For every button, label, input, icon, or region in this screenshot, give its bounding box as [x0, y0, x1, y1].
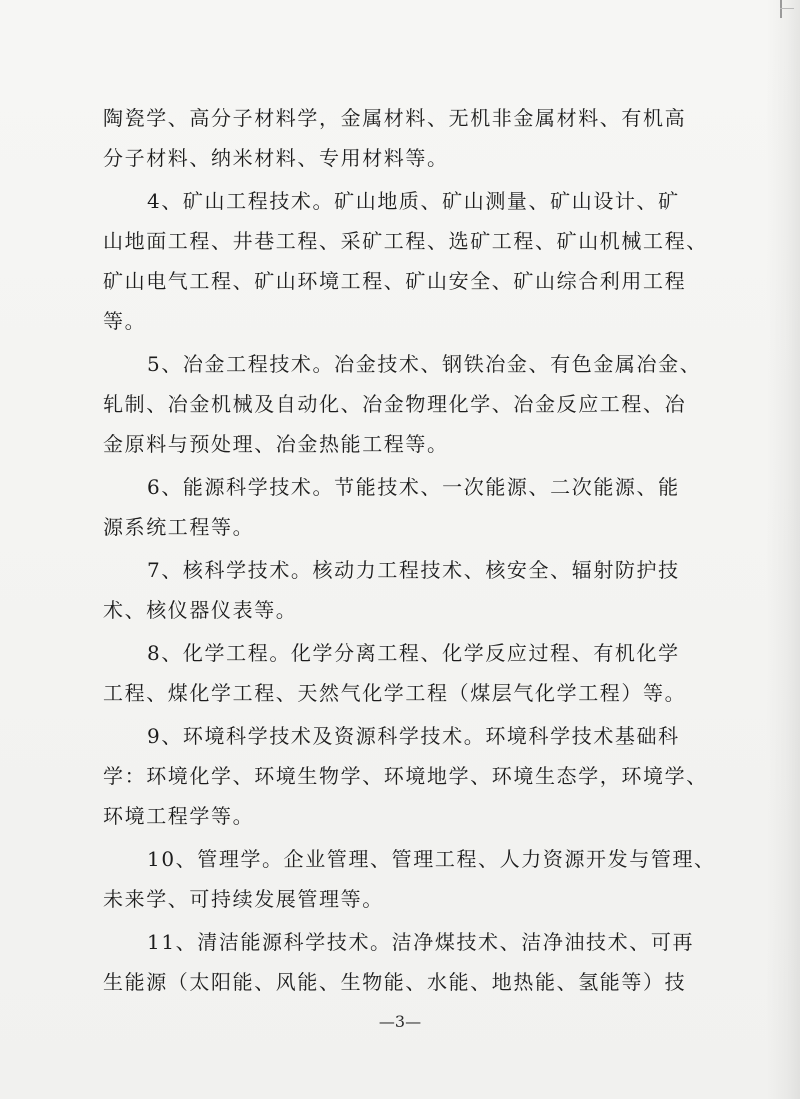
text-line: 源系统工程等。	[103, 515, 255, 539]
text-line: 11、清洁能源科学技术。洁净煤技术、洁净油技术、可再	[147, 930, 695, 954]
scan-shadow	[766, 0, 800, 1099]
text-line: 工程、煤化学工程、天然气化学工程（煤层气化学工程）等。	[103, 681, 687, 705]
body-text	[103, 98, 716, 1002]
text-line: 7、核科学技术。核动力工程技术、核安全、辐射防护技	[147, 558, 680, 582]
text-line: 等。	[103, 309, 147, 333]
text-line: 未来学、可持续发展管理等。	[103, 887, 384, 911]
page-number: —3—	[378, 1012, 422, 1031]
text-line: 4、矿山工程技术。矿山地质、矿山测量、矿山设计、矿	[147, 189, 680, 213]
text-line: 8、化学工程。化学分离工程、化学反应过程、有机化学	[147, 641, 680, 665]
text-line: 轧制、冶金机械及自动化、冶金物理化学、冶金反应工程、冶	[103, 392, 687, 416]
text-line: 金原料与预处理、冶金热能工程等。	[103, 432, 449, 456]
text-line: 术、核仪器仪表等。	[103, 598, 298, 622]
text-line: 6、能源科学技术。节能技术、一次能源、二次能源、能	[147, 475, 680, 499]
text-line: 9、环境科学技术及资源科学技术。环境科学技术基础科	[147, 724, 680, 748]
text-line: 陶瓷学、高分子材料学，金属材料、无机非金属材料、有机高	[103, 106, 687, 130]
text-line: 生能源（太阳能、风能、生物能、水能、地热能、氢能等）技	[103, 970, 687, 994]
text-line: 学：环境化学、环境生物学、环境地学、环境生态学，环境学、	[103, 764, 708, 788]
text-line: 矿山电气工程、矿山环境工程、矿山安全、矿山综合利用工程	[103, 269, 687, 293]
text-line: 山地面工程、井巷工程、采矿工程、选矿工程、矿山机械工程、	[103, 229, 708, 253]
scan-mark	[780, 8, 794, 9]
text-line: 10、管理学。企业管理、管理工程、人力资源开发与管理、	[147, 847, 716, 871]
text-line: 5、冶金工程技术。冶金技术、钢铁冶金、有色金属冶金、	[147, 352, 702, 376]
text-line: 分子材料、纳米材料、专用材料等。	[103, 146, 449, 170]
text-line: 环境工程学等。	[103, 804, 255, 828]
scan-mark	[780, 0, 782, 18]
